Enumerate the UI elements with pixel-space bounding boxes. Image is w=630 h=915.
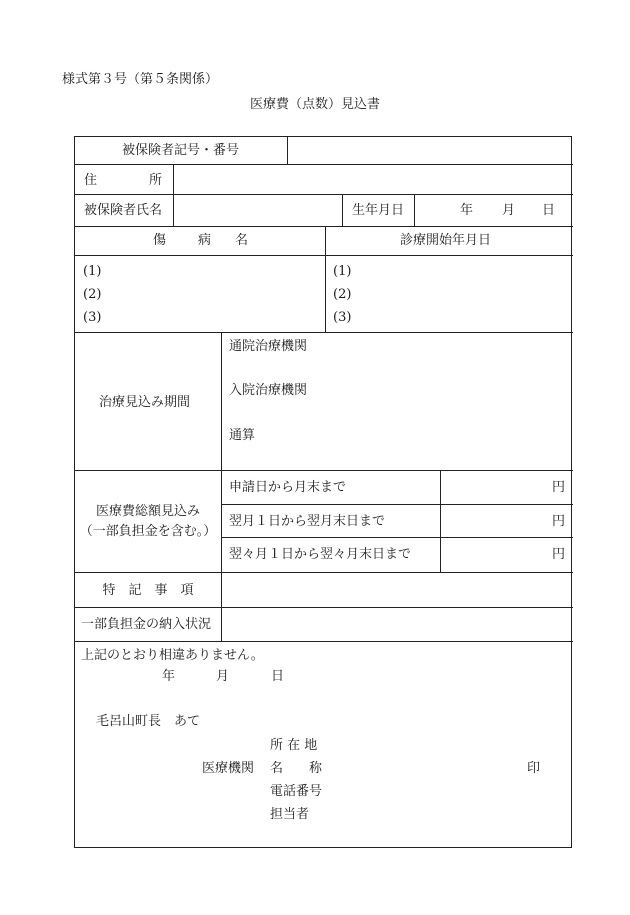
injury-label-2: 病 [198,233,212,248]
form-number: 様式第３号（第５条関係） [62,72,219,87]
seal-mark: 印 [527,761,541,776]
start-date-item[interactable]: (1) [333,264,352,279]
cert-year-label: 年 [162,669,176,684]
start-date-item[interactable]: (3) [333,310,352,325]
injury-item[interactable]: (2) [83,287,102,302]
yen-unit: 円 [551,514,565,529]
injury-item[interactable]: (3) [83,310,102,325]
yen-unit: 円 [551,480,565,495]
address-label-b: 所 [149,173,163,188]
total-cost-label-line2: （一部負担金を含む。） [79,524,217,539]
birthdate-label: 生年月日 [352,203,405,218]
remarks-label: 特 記 事 項 [102,583,194,598]
cost-row-this-month: 申請日から月末まで [229,480,347,495]
birth-day-label: 日 [542,203,556,218]
institution-phone-label: 電話番号 [270,784,323,799]
estimate-form-table [74,136,572,848]
treatment-period-label: 治療見込み期間 [99,395,191,410]
outpatient-institution: 通院治療機関 [229,339,308,354]
insured-number-label: 被保険者記号・番号 [122,143,240,158]
form-title: 医療費（点数）見込書 [250,97,381,112]
institution-address-label: 所 在 地 [270,738,318,753]
cert-month-label: 月 [216,669,230,684]
injury-label-3: 名 [235,233,249,248]
certification-statement: 上記のとおり相違ありません。 [81,648,264,663]
institution-label: 医療機関 [202,761,255,776]
birth-month-label: 月 [502,203,516,218]
yen-unit: 円 [551,547,565,562]
injury-label-1: 傷 [153,233,167,248]
injury-item[interactable]: (1) [83,264,102,279]
copay-label: 一部負担金の納入状況 [81,617,212,632]
total-cost-label-line1: 医療費総額見込み [95,504,201,519]
cost-row-next-month: 翌月１日から翌月末日まで [229,514,386,529]
cert-day-label: 日 [271,669,285,684]
addressee: 毛呂山町長 あて [96,714,201,729]
institution-name-label: 名 称 [270,761,323,776]
cost-row-month-after: 翌々月１日から翌々月末日まで [229,547,412,562]
institution-contact-label: 担当者 [270,807,310,822]
birth-year-label: 年 [460,203,474,218]
inpatient-institution: 入院治療機関 [229,383,308,398]
address-label-a: 住 [84,173,98,188]
treatment-start-label: 診療開始年月日 [400,233,492,248]
insured-name-label: 被保険者氏名 [84,203,163,218]
total-period: 通算 [229,428,256,443]
start-date-item[interactable]: (2) [333,287,352,302]
